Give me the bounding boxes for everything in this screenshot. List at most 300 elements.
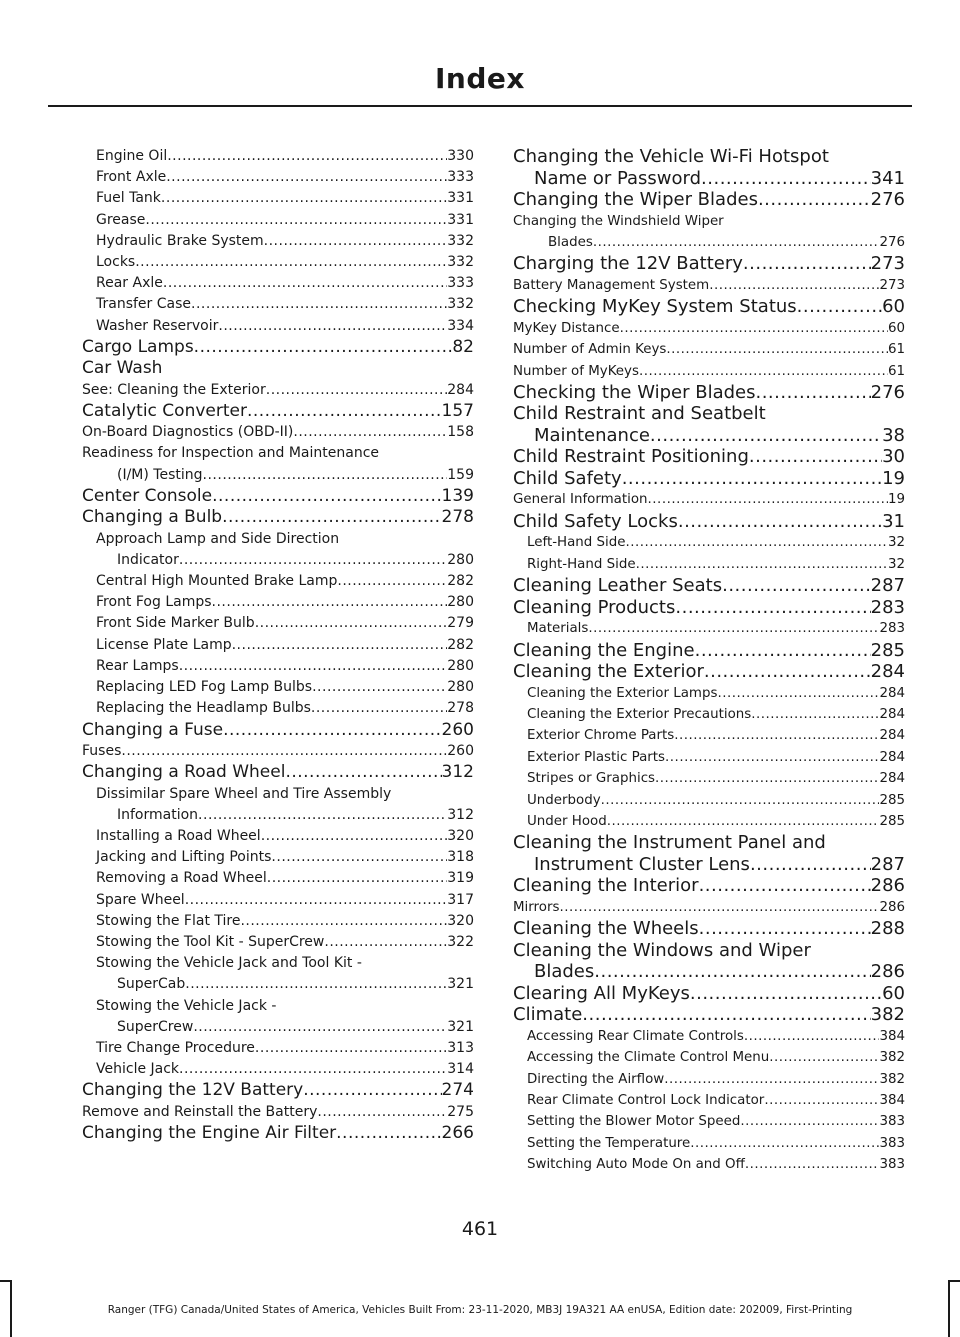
entry-text: Blades xyxy=(548,234,593,250)
entry-text: Front Side Marker Bulb xyxy=(96,615,255,632)
dot-leader xyxy=(179,1059,447,1080)
page-ref: 260 xyxy=(447,742,474,759)
index-subentry xyxy=(82,890,474,911)
page-ref: 333 xyxy=(447,169,474,186)
dot-leader xyxy=(293,422,447,443)
index-subentry xyxy=(82,1102,474,1123)
page-ref: 284 xyxy=(879,749,905,765)
dot-leader xyxy=(699,918,871,940)
index-subentry xyxy=(513,768,905,789)
page-ref: 159 xyxy=(447,466,474,483)
dot-leader xyxy=(699,875,871,897)
entry-text: Checking MyKey System Status xyxy=(513,296,797,318)
index-subentry xyxy=(82,443,474,485)
entry-text: Cargo Lamps xyxy=(82,336,194,357)
page-ref: 32 xyxy=(887,556,905,572)
entry-text: License Plate Lamp xyxy=(96,636,232,653)
dot-leader xyxy=(758,189,871,211)
dot-leader xyxy=(167,146,447,167)
page-ref: 82 xyxy=(452,336,474,357)
entry-text: Approach Lamp and Side Direction xyxy=(96,530,340,547)
dot-leader xyxy=(655,768,879,789)
dot-leader xyxy=(751,704,879,725)
entry-text: Cleaning the Exterior xyxy=(513,661,704,683)
dot-leader xyxy=(740,1111,879,1132)
index-column-right xyxy=(513,146,905,1176)
page-ref: 280 xyxy=(447,679,474,696)
dot-leader xyxy=(639,361,888,382)
index-subentry xyxy=(82,592,474,613)
page-ref: 30 xyxy=(882,446,905,468)
index-heading xyxy=(513,189,905,211)
entry-text: Under Hood xyxy=(527,814,607,829)
index-subentry xyxy=(513,811,905,832)
page-ref: 285 xyxy=(879,792,905,808)
index-subentry xyxy=(82,656,474,677)
dot-leader xyxy=(704,661,871,683)
entry-text: General Information xyxy=(513,492,648,508)
entry-text: Car Wash xyxy=(82,358,163,379)
entry-text: Transfer Case xyxy=(96,296,192,313)
page-ref: 288 xyxy=(870,918,905,940)
index-heading xyxy=(513,511,905,533)
index-heading xyxy=(82,507,474,528)
page-ref: 319 xyxy=(447,870,474,887)
page-ref: 322 xyxy=(447,933,474,950)
index-heading xyxy=(513,983,905,1005)
page-ref: 383 xyxy=(879,1135,905,1151)
entry-text: Cleaning Leather Seats xyxy=(513,575,723,597)
crop-mark-right xyxy=(948,1280,950,1337)
page-ref: 32 xyxy=(887,535,905,551)
entry-text: (I/M) Testing xyxy=(117,466,203,483)
entry-text: Catalytic Converter xyxy=(82,400,247,421)
page-ref: 287 xyxy=(870,575,905,597)
page-ref: 331 xyxy=(447,211,474,228)
index-subentry xyxy=(82,847,474,868)
dot-leader xyxy=(194,337,453,358)
dot-leader xyxy=(717,683,879,704)
page-ref: 341 xyxy=(870,167,905,189)
index-subentry xyxy=(513,275,905,296)
page-ref: 312 xyxy=(447,806,474,823)
index-subentry xyxy=(513,1069,905,1090)
index-subentry xyxy=(513,1090,905,1111)
entry-text: Replacing the Headlamp Bulbs xyxy=(96,700,311,717)
page-ref: 157 xyxy=(441,400,474,421)
dot-leader xyxy=(312,677,447,698)
index-subentry xyxy=(513,897,905,918)
entry-text: Accessing the Climate Control Menu xyxy=(527,1050,770,1066)
crop-mark-right-h xyxy=(948,1280,960,1282)
entry-text: Materials xyxy=(527,621,589,637)
crop-mark-left xyxy=(10,1280,12,1337)
page-ref: 284 xyxy=(879,685,905,701)
entry-text: Locks xyxy=(96,254,136,271)
index-subentry xyxy=(82,316,474,337)
entry-text: Exterior Plastic Parts xyxy=(527,749,666,765)
entry-text: Front Fog Lamps xyxy=(96,594,212,611)
entry-text: Center Console xyxy=(82,485,213,506)
page-ref: 382 xyxy=(870,1004,905,1026)
entry-text: Stowing the Vehicle Jack and Tool Kit - xyxy=(96,955,362,972)
page-ref: 31 xyxy=(882,510,905,532)
index-heading xyxy=(513,253,905,275)
index-subentry xyxy=(82,996,474,1038)
index-subentry xyxy=(513,683,905,704)
entry-text: Changing the 12V Battery xyxy=(82,1080,304,1101)
entry-text: Readiness for Inspection and Maintenance xyxy=(82,445,380,462)
entry-text: Battery Management System xyxy=(513,277,710,293)
entry-text: Child Restraint and Seatbelt xyxy=(513,403,766,425)
index-subentry xyxy=(82,380,474,401)
entry-text: Changing the Engine Air Filter xyxy=(82,1122,337,1143)
index-subentry xyxy=(82,422,474,443)
entry-text: Fuel Tank xyxy=(96,190,161,207)
entry-text: Directing the Airflow xyxy=(527,1071,665,1087)
dot-leader xyxy=(582,1004,870,1026)
page-ref: 314 xyxy=(447,1061,474,1078)
page-ref: 278 xyxy=(447,700,474,717)
index-heading xyxy=(82,1080,474,1101)
index-subentry xyxy=(82,231,474,252)
index-heading xyxy=(513,940,905,983)
page-ref: 332 xyxy=(447,296,474,313)
dot-leader xyxy=(218,316,447,337)
entry-text: Underbody xyxy=(527,792,601,808)
index-subentry xyxy=(82,613,474,634)
dot-leader xyxy=(648,489,888,510)
entry-text: Name or Password xyxy=(534,167,702,189)
dot-leader xyxy=(665,747,879,768)
entry-text: Cleaning the Exterior Lamps xyxy=(527,685,718,701)
dot-leader xyxy=(601,790,880,811)
index-subentry xyxy=(513,790,905,811)
dot-leader xyxy=(222,507,441,528)
dot-leader xyxy=(255,613,448,634)
entry-text: Blades xyxy=(534,961,595,983)
dot-leader xyxy=(743,253,871,275)
index-subentry xyxy=(82,294,474,315)
page-ref: 280 xyxy=(447,657,474,674)
entry-text: Changing the Vehicle Wi-Fi Hotspot xyxy=(513,146,829,167)
page-ref: 286 xyxy=(870,875,905,897)
dot-leader xyxy=(709,275,879,296)
page-ref: 286 xyxy=(879,899,905,915)
page-ref: 61 xyxy=(887,342,905,358)
index-heading xyxy=(513,575,905,597)
page-ref: 321 xyxy=(447,976,474,993)
entry-text: Changing the Wiper Blades xyxy=(513,189,758,210)
index-subentry xyxy=(513,1154,905,1175)
page-ref: 19 xyxy=(882,467,905,489)
dot-leader xyxy=(212,592,448,613)
index-heading xyxy=(82,358,474,379)
index-heading xyxy=(513,640,905,662)
page-ref: 333 xyxy=(447,275,474,292)
page-ref: 283 xyxy=(870,596,905,618)
index-subentry xyxy=(513,554,905,575)
dot-leader xyxy=(166,167,447,188)
entry-text: On-Board Diagnostics (OBD-II) xyxy=(82,424,294,441)
entry-text: Central High Mounted Brake Lamp xyxy=(96,573,338,590)
entry-text: Mirrors xyxy=(513,899,560,915)
entry-text: Grease xyxy=(96,211,146,228)
entry-text: Stowing the Flat Tire xyxy=(96,912,241,929)
page-ref: 276 xyxy=(870,381,905,403)
entry-text: Cleaning the Interior xyxy=(513,875,699,897)
entry-text: SuperCrew xyxy=(117,1018,194,1035)
dot-leader xyxy=(675,597,870,619)
entry-text: Climate xyxy=(513,1004,583,1026)
index-heading xyxy=(513,832,905,875)
dot-leader xyxy=(755,382,870,404)
index-heading xyxy=(513,918,905,940)
dot-leader xyxy=(620,318,888,339)
dot-leader xyxy=(593,232,880,253)
entry-text: Spare Wheel xyxy=(96,891,185,908)
entry-text: Number of MyKeys xyxy=(513,363,639,379)
dot-leader xyxy=(223,720,441,741)
page-ref: 285 xyxy=(870,639,905,661)
dot-leader xyxy=(135,252,447,273)
index-subentry xyxy=(82,146,474,167)
dot-leader xyxy=(588,618,879,639)
dot-leader xyxy=(179,656,448,677)
dot-leader xyxy=(337,571,447,592)
index-subentry xyxy=(82,167,474,188)
entry-text: Cleaning the Exterior Precautions xyxy=(527,706,752,722)
index-subentry xyxy=(82,932,474,953)
page-ref: 284 xyxy=(879,706,905,722)
index-subentry xyxy=(513,1026,905,1047)
index-heading xyxy=(513,468,905,490)
page-ref: 331 xyxy=(447,190,474,207)
index-subentry xyxy=(513,618,905,639)
index-subentry xyxy=(513,1111,905,1132)
entry-text: Replacing LED Fog Lamp Bulbs xyxy=(96,679,313,696)
page-ref: 60 xyxy=(887,320,905,336)
dot-leader xyxy=(185,974,447,995)
entry-text: Cleaning the Instrument Panel and xyxy=(513,832,826,854)
dot-leader xyxy=(690,983,882,1005)
dot-leader xyxy=(607,811,880,832)
index-heading xyxy=(513,382,905,404)
index-subentry xyxy=(82,911,474,932)
entry-text: Child Safety xyxy=(513,467,622,489)
entry-text: Number of Admin Keys xyxy=(513,342,667,358)
page-ref: 60 xyxy=(882,296,905,318)
page-ref: 286 xyxy=(870,961,905,983)
dot-leader xyxy=(701,168,871,190)
page-ref: 384 xyxy=(879,1093,905,1109)
index-subentry xyxy=(513,747,905,768)
dot-leader xyxy=(185,890,448,911)
dot-leader xyxy=(198,805,447,826)
page-ref: 38 xyxy=(882,424,905,446)
page-ref: 275 xyxy=(447,1103,474,1120)
entry-text: Cleaning Products xyxy=(513,596,676,618)
entry-text: Rear Axle xyxy=(96,275,163,292)
dot-leader xyxy=(271,847,447,868)
entry-text: Fuses xyxy=(82,742,122,759)
index-heading xyxy=(513,597,905,619)
page-ref: 284 xyxy=(879,728,905,744)
index-subentry xyxy=(82,826,474,847)
index-heading xyxy=(82,337,474,358)
page-ref: 332 xyxy=(447,232,474,249)
index-heading xyxy=(82,401,474,422)
entry-text: Jacking and Lifting Points xyxy=(96,849,272,866)
dot-leader xyxy=(267,868,448,889)
dot-leader xyxy=(266,380,448,401)
page-ref: 139 xyxy=(441,485,474,506)
entry-text: Information xyxy=(117,806,199,823)
page-ref: 320 xyxy=(447,827,474,844)
dot-leader xyxy=(650,425,882,447)
dot-leader xyxy=(722,575,871,597)
header-divider xyxy=(48,105,912,107)
entry-text: Stripes or Graphics xyxy=(527,771,656,787)
dot-leader xyxy=(336,1123,441,1144)
page-ref: 284 xyxy=(447,381,474,398)
entry-text: Charging the 12V Battery xyxy=(513,253,743,275)
page-ref: 279 xyxy=(447,615,474,632)
dot-leader xyxy=(303,1080,441,1101)
dot-leader xyxy=(261,826,448,847)
entry-text: Dissimilar Spare Wheel and Tire Assembly xyxy=(96,785,392,802)
entry-text: Front Axle xyxy=(96,169,167,186)
page-ref: 280 xyxy=(447,594,474,611)
index-heading xyxy=(513,403,905,446)
index-column-left xyxy=(82,146,474,1144)
dot-leader xyxy=(636,554,888,575)
dot-leader xyxy=(240,911,447,932)
page-ref: 318 xyxy=(447,849,474,866)
page-ref: 287 xyxy=(870,853,905,875)
page-ref: 382 xyxy=(879,1050,905,1066)
page-title: Index xyxy=(435,62,525,95)
index-subentry xyxy=(513,318,905,339)
dot-leader xyxy=(594,961,870,983)
index-subentry xyxy=(513,339,905,360)
entry-text: Changing a Bulb xyxy=(82,507,223,528)
entry-text: Washer Reservoir xyxy=(96,317,219,334)
dot-leader xyxy=(285,762,441,783)
dot-leader xyxy=(163,273,447,294)
page-ref: 283 xyxy=(879,621,905,637)
page-ref: 383 xyxy=(879,1114,905,1130)
dot-leader xyxy=(769,1047,879,1068)
dot-leader xyxy=(622,468,882,490)
index-subentry xyxy=(513,489,905,510)
entry-text: Rear Climate Control Lock Indicator xyxy=(527,1093,765,1109)
index-heading xyxy=(513,146,905,189)
index-subentry xyxy=(513,1047,905,1068)
dot-leader xyxy=(161,188,447,209)
index-subentry xyxy=(82,252,474,273)
index-heading xyxy=(513,875,905,897)
index-subentry xyxy=(82,188,474,209)
entry-text: Switching Auto Mode On and Off xyxy=(527,1157,745,1173)
page-ref: 280 xyxy=(447,551,474,568)
crop-mark-left-h xyxy=(0,1280,12,1282)
entry-text: Stowing the Tool Kit - SuperCrew xyxy=(96,933,325,950)
entry-text: Right-Hand Side xyxy=(527,556,636,572)
dot-leader xyxy=(311,698,447,719)
index-subentry xyxy=(513,1133,905,1154)
index-subentry xyxy=(82,953,474,995)
index-subentry xyxy=(82,698,474,719)
page-ref: 332 xyxy=(447,254,474,271)
dot-leader xyxy=(193,1017,447,1038)
page-ref: 320 xyxy=(447,912,474,929)
index-subentry xyxy=(82,677,474,698)
dot-leader xyxy=(191,294,447,315)
index-subentry xyxy=(82,635,474,656)
page-ref: 285 xyxy=(879,814,905,829)
dot-leader xyxy=(764,1090,879,1111)
page-number: 461 xyxy=(461,1218,499,1240)
entry-text: Setting the Temperature xyxy=(527,1135,691,1151)
page-ref: 266 xyxy=(441,1122,474,1143)
dot-leader xyxy=(247,401,442,422)
index-subentry xyxy=(513,704,905,725)
dot-leader xyxy=(324,932,447,953)
index-subentry xyxy=(82,1038,474,1059)
dot-leader xyxy=(255,1038,447,1059)
page-ref: 382 xyxy=(879,1071,905,1087)
entry-text: Instrument Cluster Lens xyxy=(534,853,750,875)
page-ref: 317 xyxy=(447,891,474,908)
page-ref: 274 xyxy=(441,1080,474,1101)
page-ref: 276 xyxy=(870,189,905,210)
entry-text: Changing a Road Wheel xyxy=(82,762,286,783)
page-ref: 321 xyxy=(447,1018,474,1035)
entry-text: Vehicle Jack xyxy=(96,1061,180,1078)
page-ref: 276 xyxy=(879,234,905,250)
entry-text: Changing the Windshield Wiper xyxy=(513,213,724,229)
page-ref: 284 xyxy=(879,771,905,787)
dot-leader xyxy=(678,511,882,533)
entry-text: Child Safety Locks xyxy=(513,510,678,532)
entry-text: Maintenance xyxy=(534,424,650,446)
entry-text: Remove and Reinstall the Battery xyxy=(82,1103,318,1120)
index-subentry xyxy=(513,361,905,382)
index-heading xyxy=(513,661,905,683)
index-heading xyxy=(513,446,905,468)
page-ref: 334 xyxy=(447,317,474,334)
page-ref: 273 xyxy=(870,253,905,275)
index-subentry xyxy=(82,210,474,231)
page-ref: 384 xyxy=(879,1028,905,1044)
index-heading xyxy=(82,486,474,507)
entry-text: Clearing All MyKeys xyxy=(513,982,690,1004)
page-ref: 282 xyxy=(447,573,474,590)
dot-leader xyxy=(203,465,448,486)
dot-leader xyxy=(626,532,888,553)
dot-leader xyxy=(232,635,448,656)
page-ref: 61 xyxy=(887,363,905,379)
entry-text: Cleaning the Windows and Wiper xyxy=(513,939,811,961)
dot-leader xyxy=(212,486,441,507)
dot-leader xyxy=(749,446,882,468)
page-ref: 330 xyxy=(447,148,474,164)
dot-leader xyxy=(797,296,882,318)
index-subentry xyxy=(513,211,905,254)
index-heading xyxy=(513,296,905,318)
page-ref: 278 xyxy=(441,507,474,528)
